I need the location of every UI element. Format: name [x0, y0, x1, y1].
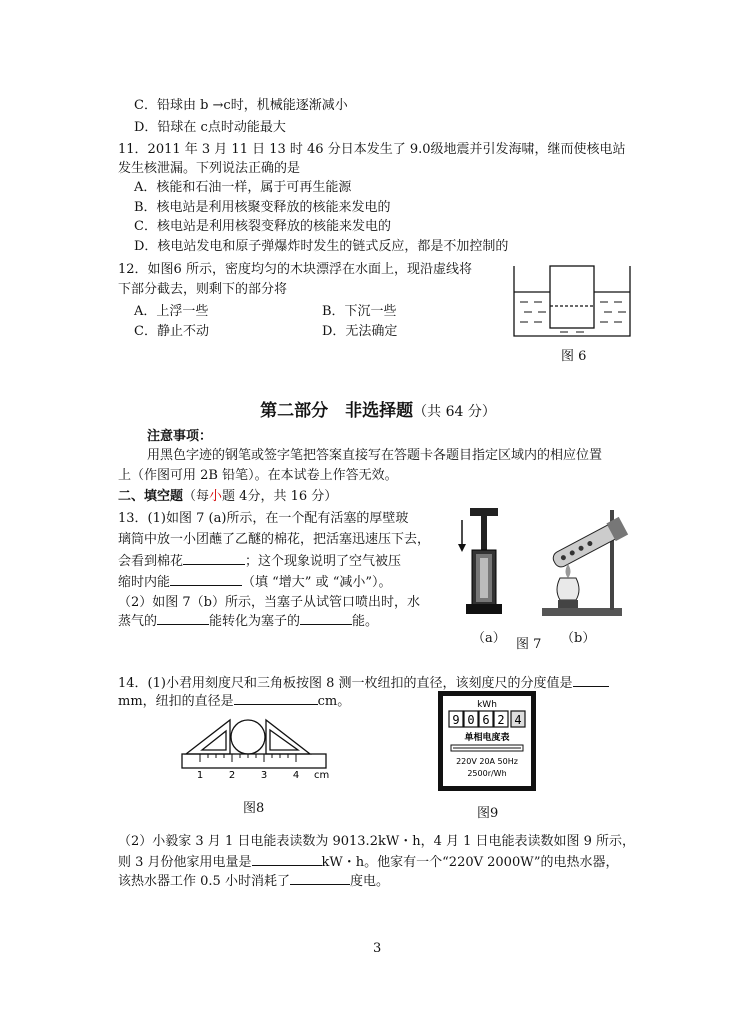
- q13-line-6-a: 蒸气的: [118, 614, 158, 629]
- q13-line-3-a: 会看到棉花: [118, 554, 184, 569]
- meter-digit-4: 2: [497, 713, 505, 727]
- part-2-title-score: （共 64 分）: [413, 404, 496, 420]
- q14-line-2: [118, 692, 350, 711]
- q14-line-2-a: mm，纽扣的直径是: [118, 694, 234, 709]
- meter-spec-2: 2500r/Wh: [467, 769, 507, 778]
- ruler-tick-4: 4: [292, 770, 300, 781]
- q12-option-c: C．静止不动: [134, 324, 209, 339]
- q12-stem-line-1: 12．如图6 所示，密度均匀的木块漂浮在水面上，现沿虚线将: [118, 262, 472, 277]
- q11-option-a: A．核能和石油一样，属于可再生能源: [134, 180, 352, 195]
- q13-blank-4[interactable]: [300, 612, 352, 625]
- meter-digit-2: 0: [467, 713, 475, 727]
- q14-part2-line-3-a: 该热水器工作 0.5 小时消耗了: [118, 874, 290, 889]
- q12-option-d: D．无法确定: [322, 324, 398, 339]
- figure-7b-caption: （b）: [561, 631, 596, 646]
- q14-blank-3[interactable]: [252, 853, 322, 866]
- q12-stem-line-2: 下部分截去，则剩下的部分将: [118, 282, 288, 297]
- q11-option-b: B．核电站是利用核聚变释放的核能来发电的: [134, 200, 391, 215]
- q13-line-6: [118, 612, 378, 631]
- q14-part2-line-2: [118, 853, 618, 872]
- section-score-pre: （每: [183, 489, 210, 504]
- notice-line-1: 用黑色字迹的钢笔或签字笔把答案直接写在答题卡各题目指定区域内的相应位置: [147, 448, 603, 463]
- notice-label: 注意事项：: [147, 429, 213, 444]
- q13-line-4: [118, 573, 392, 592]
- ruler-tick-3: 3: [260, 770, 268, 781]
- figure-6-caption: 图 6: [561, 349, 587, 364]
- q12-option-b: B．下沉一些: [322, 304, 397, 319]
- q12-option-a: A．上浮一些: [134, 304, 209, 319]
- q11-option-c: C．核电站是利用核裂变释放的核能来发电的: [134, 219, 391, 234]
- figure-9-caption: 图9: [477, 806, 499, 821]
- q10-option-c: C．铅球由 b →c时，机械能逐渐减小: [134, 98, 348, 113]
- figure-8-caption: 图8: [243, 801, 265, 816]
- q14-blank-1[interactable]: [573, 674, 609, 687]
- q14-part2-line-1: （2）小毅家 3 月 1 日电能表读数为 9013.2kW・h，4 月 1 日电能表读数如图 9 所示，: [118, 834, 636, 849]
- q13-blank-2[interactable]: [170, 573, 242, 586]
- ruler-unit: cm: [314, 770, 330, 781]
- figure-7b-heated-test-tube: [530, 500, 640, 622]
- q11-option-d: D．核电站发电和原子弹爆炸时发生的链式反应，都是不加控制的: [134, 239, 509, 254]
- section-heading: [118, 488, 337, 506]
- q14-blank-4[interactable]: [290, 872, 350, 885]
- meter-digit-3: 6: [482, 713, 490, 727]
- q13-line-6-b: 能转化为塞子的: [209, 614, 301, 629]
- figure-7-caption: 图 7: [516, 637, 542, 652]
- part-2-title: [0, 396, 756, 421]
- section-title: 二、填空题: [118, 489, 184, 504]
- meter-digit-1: 9: [452, 713, 460, 727]
- ruler-tick-2: 2: [228, 770, 236, 781]
- q14-part2-line-3-b: 度电。: [349, 874, 389, 889]
- section-score-red: 小: [209, 489, 223, 504]
- q13-blank-1[interactable]: [183, 552, 245, 565]
- q14-line-1-a: 14．(1)小君用刻度尺和三角板按图 8 测一枚纽扣的直径，该刻度尺的分度值是: [118, 676, 573, 691]
- meter-unit: kWh: [477, 700, 497, 710]
- q14-part2-line-2-b: kW・h。他家有一个“220V 2000W”的电热水器，: [321, 855, 619, 870]
- page-number: 3: [373, 941, 382, 956]
- part-2-title-main: 第二部分 非选择题: [260, 401, 414, 421]
- section-score-post: 题 4分，共 16 分）: [222, 489, 338, 504]
- q10-option-d: D．铅球在 c点时动能最大: [134, 120, 286, 135]
- q14-part2-line-3: [118, 872, 389, 891]
- q13-line-6-c: 能。: [352, 614, 379, 629]
- q13-line-4-a: 缩时内能: [118, 575, 171, 590]
- q13-line-3-b: ；这个现象说明了空气被压: [245, 554, 402, 569]
- figure-7a-caption: （a）: [472, 631, 506, 646]
- q13-blank-3[interactable]: [157, 612, 209, 625]
- meter-name: 单相电度表: [464, 733, 510, 743]
- q13-line-2: 璃筒中放一小团蘸了乙醚的棉花，把活塞迅速压下去，: [118, 532, 431, 547]
- q13-line-5: （2）如图 7（b）所示，当塞子从试管口喷出时，水: [118, 595, 420, 610]
- q11-stem-line-1: 11．2011 年 3 月 11 日 13 时 46 分日本发生了 9.0级地震并引发海啸，继而使核电站: [118, 142, 626, 157]
- q13-line-1: 13．(1)如图 7 (a)所示，在一个配有活塞的厚壁玻: [118, 511, 409, 526]
- figure-9-electricity-meter: [437, 690, 537, 792]
- q13-line-4-b: （填 “增大” 或 “减小”）。: [242, 575, 392, 590]
- notice-line-2: 上（作图可用 2B 铅笔）。在本试卷上作答无效。: [118, 468, 398, 483]
- q13-line-3: [118, 552, 401, 571]
- q14-blank-2[interactable]: [234, 692, 318, 705]
- figure-7a-piston-tube: [452, 500, 512, 622]
- q11-stem-line-2: 发生核泄漏。下列说法正确的是: [118, 161, 301, 176]
- meter-digit-5: 4: [514, 713, 522, 727]
- meter-spec-1: 220V 20A 50Hz: [456, 757, 518, 766]
- figure-6-floating-block: [510, 262, 635, 340]
- q14-line-2-b: cm。: [317, 694, 351, 709]
- figure-8-ruler-measurement: [180, 712, 340, 782]
- q14-part2-line-2-a: 则 3 月份他家用电量是: [118, 855, 252, 870]
- ruler-tick-1: 1: [196, 770, 204, 781]
